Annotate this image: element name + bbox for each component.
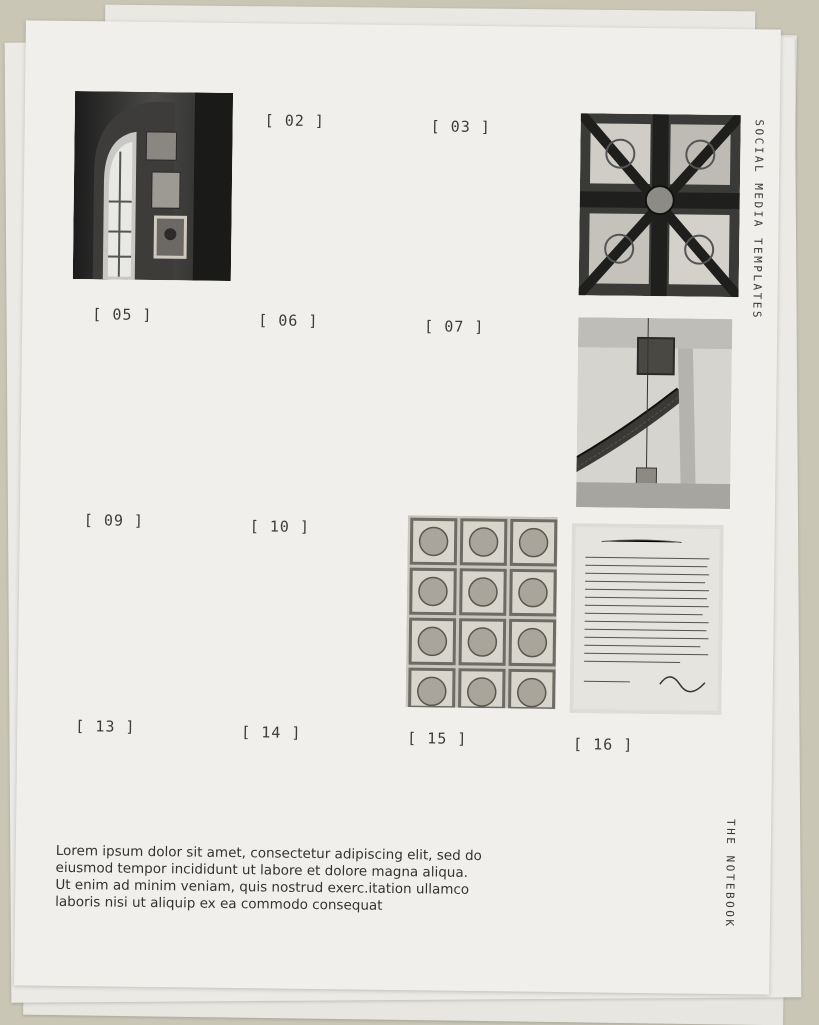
coffered-ceiling-photo	[406, 515, 558, 709]
grid-label-09: [ 09 ]	[84, 511, 144, 530]
series-title: SOCIAL MEDIA TEMPLATES	[750, 119, 765, 320]
grid-label-14: [ 14 ]	[241, 723, 301, 742]
grid-label-07: [ 07 ]	[424, 317, 484, 336]
handwritten-document-photo	[570, 523, 724, 715]
spiral-staircase-photo	[576, 317, 732, 509]
grid-label-16: [ 16 ]	[573, 735, 633, 754]
arched-window-photo	[73, 91, 233, 281]
grid-label-13: [ 13 ]	[75, 717, 135, 736]
description-text: Lorem ipsum dolor sit amet, consectetur adipiscing elit, sed do eiusmod tempor incididunt ut labore et dolore magna aliqua. Ut enim ad minim veniam, quis nostrud exerc.itation ullamco laboris nisi ut aliquip ex ea commodo consequat	[55, 843, 486, 916]
grid-label-03: [ 03 ]	[431, 117, 491, 136]
grid-label-02: [ 02 ]	[265, 111, 325, 130]
grid-label-15: [ 15 ]	[407, 729, 467, 748]
notebook-page	[14, 20, 781, 994]
ornate-ceiling-photo	[579, 113, 741, 297]
grid-label-05: [ 05 ]	[92, 305, 152, 324]
grid-label-06: [ 06 ]	[258, 311, 318, 330]
grid-label-10: [ 10 ]	[250, 517, 310, 536]
brand-title: THE NOTEBOOK	[723, 819, 737, 929]
